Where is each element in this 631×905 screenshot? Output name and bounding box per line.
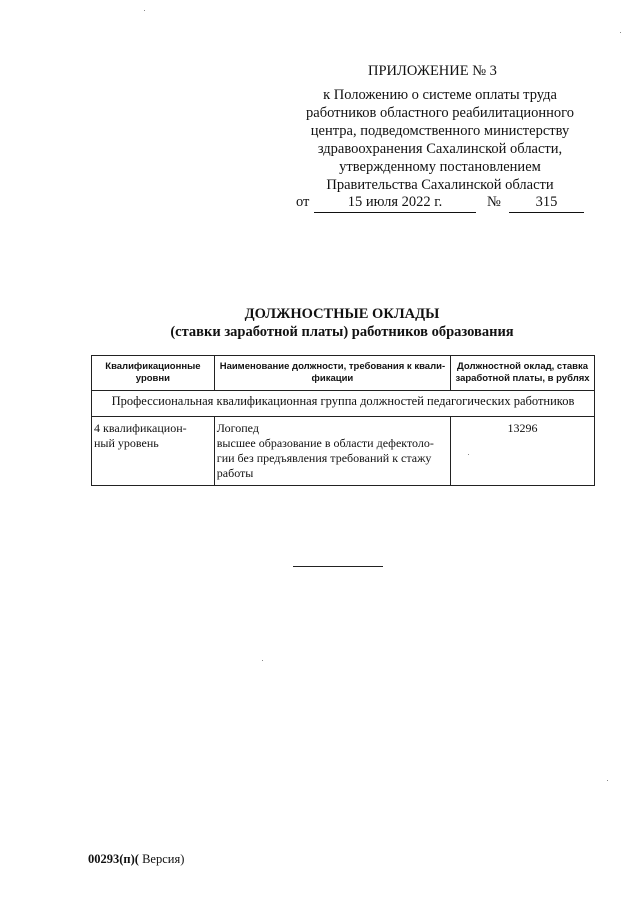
header-salary: Должностной оклад, ставка заработной платы, в рублях bbox=[451, 356, 595, 391]
from-label: от bbox=[296, 194, 310, 210]
heading-subtitle: (ставки заработной платы) работников образования bbox=[170, 324, 514, 340]
document-code bbox=[88, 852, 184, 867]
document-code-version: Версия) bbox=[138, 852, 185, 866]
scan-speck bbox=[607, 780, 608, 781]
level-text: ный уровень bbox=[94, 436, 159, 450]
scan-speck bbox=[468, 454, 469, 455]
scan-speck bbox=[144, 10, 145, 11]
scan-speck bbox=[620, 32, 621, 33]
annex-block bbox=[290, 62, 590, 194]
annex-date-row bbox=[296, 194, 586, 214]
document-code-bold: 00293(п)( bbox=[88, 852, 139, 866]
cell-level bbox=[92, 417, 215, 486]
annex-title: ПРИЛОЖЕНИЕ № 3 bbox=[368, 63, 497, 79]
footer-divider bbox=[293, 566, 383, 567]
annex-line: центра, подведомственного министерству bbox=[310, 123, 570, 139]
resolution-date: 15 июля 2022 г. bbox=[314, 194, 476, 213]
group-row bbox=[92, 391, 595, 417]
position-requirements: высшее образование в области дефектоло- bbox=[216, 436, 434, 450]
annex-line: к Положению о системе оплаты труда bbox=[323, 87, 557, 103]
heading-title: ДОЛЖНОСТНЫЕ ОКЛАДЫ bbox=[244, 306, 440, 322]
cell-salary: 13296 bbox=[451, 417, 595, 486]
position-name: Логопед bbox=[216, 421, 259, 435]
annex-line: здравоохранения Сахалинской области, bbox=[317, 141, 563, 157]
annex-line: утвержденному постановлением bbox=[339, 159, 541, 175]
header-qualification-levels: Квалификационные уровни bbox=[92, 356, 215, 391]
position-requirements: гии без предъявления требований к стажу bbox=[216, 451, 432, 465]
table-header-row bbox=[92, 356, 595, 391]
annex-line: работников областного реабилитационного bbox=[306, 105, 574, 121]
header-position-name: Наименование должности, требования к квали-фикации bbox=[214, 356, 450, 391]
number-label: № bbox=[487, 194, 501, 210]
qualification-group: Профессиональная квалификационная группа должностей педагогических работников bbox=[92, 391, 595, 417]
scan-speck bbox=[262, 660, 263, 661]
level-text: 4 квалификацион- bbox=[94, 421, 187, 435]
cell-position bbox=[214, 417, 450, 486]
position-requirements: работы bbox=[216, 466, 254, 480]
salary-table bbox=[91, 355, 595, 486]
document-heading bbox=[90, 305, 594, 341]
table-row bbox=[92, 417, 595, 486]
resolution-number: 315 bbox=[509, 194, 584, 213]
annex-line: Правительства Сахалинской области bbox=[326, 177, 554, 193]
